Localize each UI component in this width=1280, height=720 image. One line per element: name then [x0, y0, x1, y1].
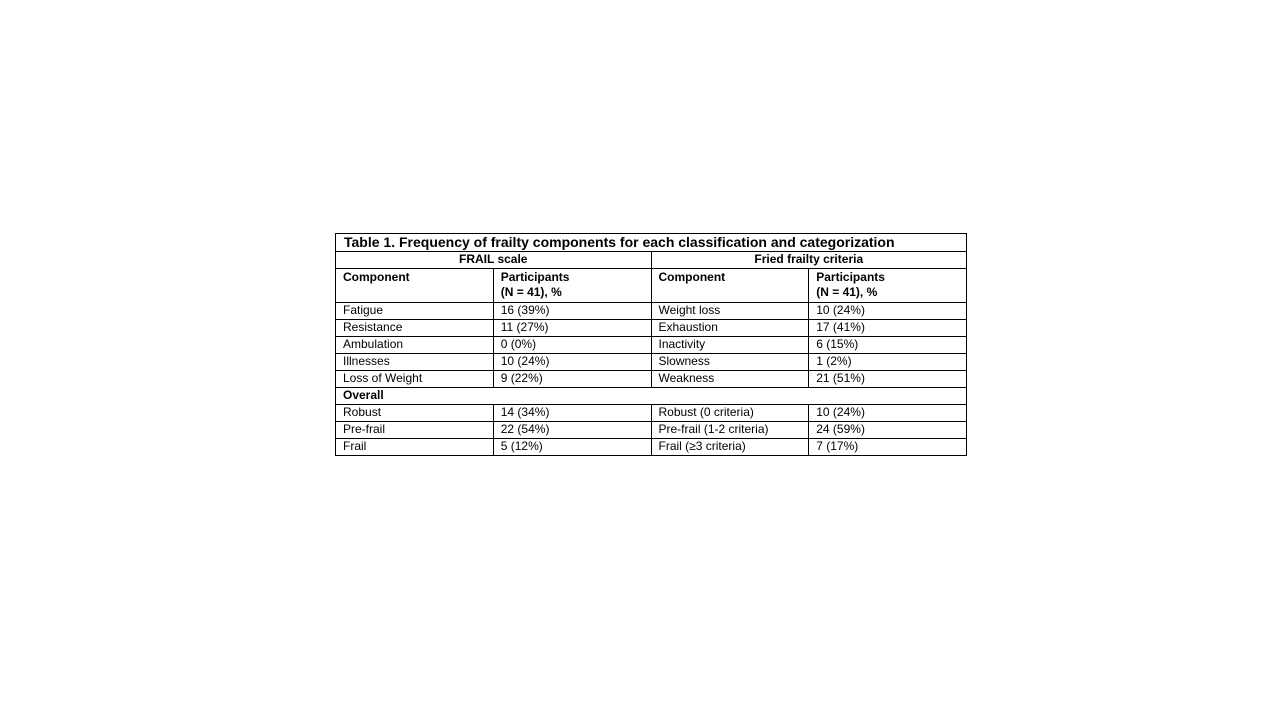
- header-participants-line2: (N = 41), %: [816, 285, 878, 299]
- fried-component-cell: Exhaustion: [651, 320, 809, 337]
- fried-value-cell: 24 (59%): [809, 422, 967, 439]
- fried-value-cell: 21 (51%): [809, 371, 967, 388]
- overall-row: [336, 388, 967, 405]
- fried-component-cell: Inactivity: [651, 337, 809, 354]
- table-row: [336, 354, 967, 371]
- fried-value-cell: 1 (2%): [809, 354, 967, 371]
- group-header-row: [336, 252, 967, 269]
- header-component: Component: [651, 269, 809, 303]
- group-fried-criteria: Fried frailty criteria: [651, 252, 967, 269]
- frail-component-cell: Frail: [336, 439, 494, 456]
- fried-component-cell: Slowness: [651, 354, 809, 371]
- table-title: Table 1. Frequency of frailty components for each classification and categorization: [336, 234, 967, 252]
- table-row: [336, 303, 967, 320]
- group-frail-scale: FRAIL scale: [336, 252, 652, 269]
- column-header-row: [336, 269, 967, 303]
- header-component: Component: [336, 269, 494, 303]
- fried-component-cell: Robust (0 criteria): [651, 405, 809, 422]
- frail-component-cell: Fatigue: [336, 303, 494, 320]
- table-title-row: [336, 234, 967, 252]
- frail-value-cell: 10 (24%): [493, 354, 651, 371]
- table-row: [336, 422, 967, 439]
- fried-component-cell: Pre-frail (1-2 criteria): [651, 422, 809, 439]
- frail-value-cell: 14 (34%): [493, 405, 651, 422]
- fried-component-cell: Frail (≥3 criteria): [651, 439, 809, 456]
- fried-value-cell: 10 (24%): [809, 405, 967, 422]
- frail-value-cell: 16 (39%): [493, 303, 651, 320]
- fried-component-cell: Weight loss: [651, 303, 809, 320]
- table-row: [336, 337, 967, 354]
- table-row: [336, 320, 967, 337]
- fried-value-cell: 17 (41%): [809, 320, 967, 337]
- table-row: [336, 405, 967, 422]
- header-participants: [493, 269, 651, 303]
- frailty-table: [335, 233, 967, 456]
- header-participants: [809, 269, 967, 303]
- fried-value-cell: 6 (15%): [809, 337, 967, 354]
- frail-component-cell: Pre-frail: [336, 422, 494, 439]
- frail-component-cell: Resistance: [336, 320, 494, 337]
- frail-value-cell: 9 (22%): [493, 371, 651, 388]
- frail-value-cell: 0 (0%): [493, 337, 651, 354]
- frail-component-cell: Robust: [336, 405, 494, 422]
- frail-value-cell: 5 (12%): [493, 439, 651, 456]
- frail-component-cell: Illnesses: [336, 354, 494, 371]
- frail-value-cell: 22 (54%): [493, 422, 651, 439]
- table-row: [336, 371, 967, 388]
- frail-value-cell: 11 (27%): [493, 320, 651, 337]
- table-row: [336, 439, 967, 456]
- fried-value-cell: 7 (17%): [809, 439, 967, 456]
- fried-value-cell: 10 (24%): [809, 303, 967, 320]
- frail-component-cell: Loss of Weight: [336, 371, 494, 388]
- fried-component-cell: Weakness: [651, 371, 809, 388]
- header-participants-line1: Participants: [816, 270, 885, 284]
- frail-component-cell: Ambulation: [336, 337, 494, 354]
- header-participants-line2: (N = 41), %: [500, 285, 562, 299]
- header-participants-line1: Participants: [500, 270, 570, 284]
- overall-label: Overall: [336, 388, 967, 405]
